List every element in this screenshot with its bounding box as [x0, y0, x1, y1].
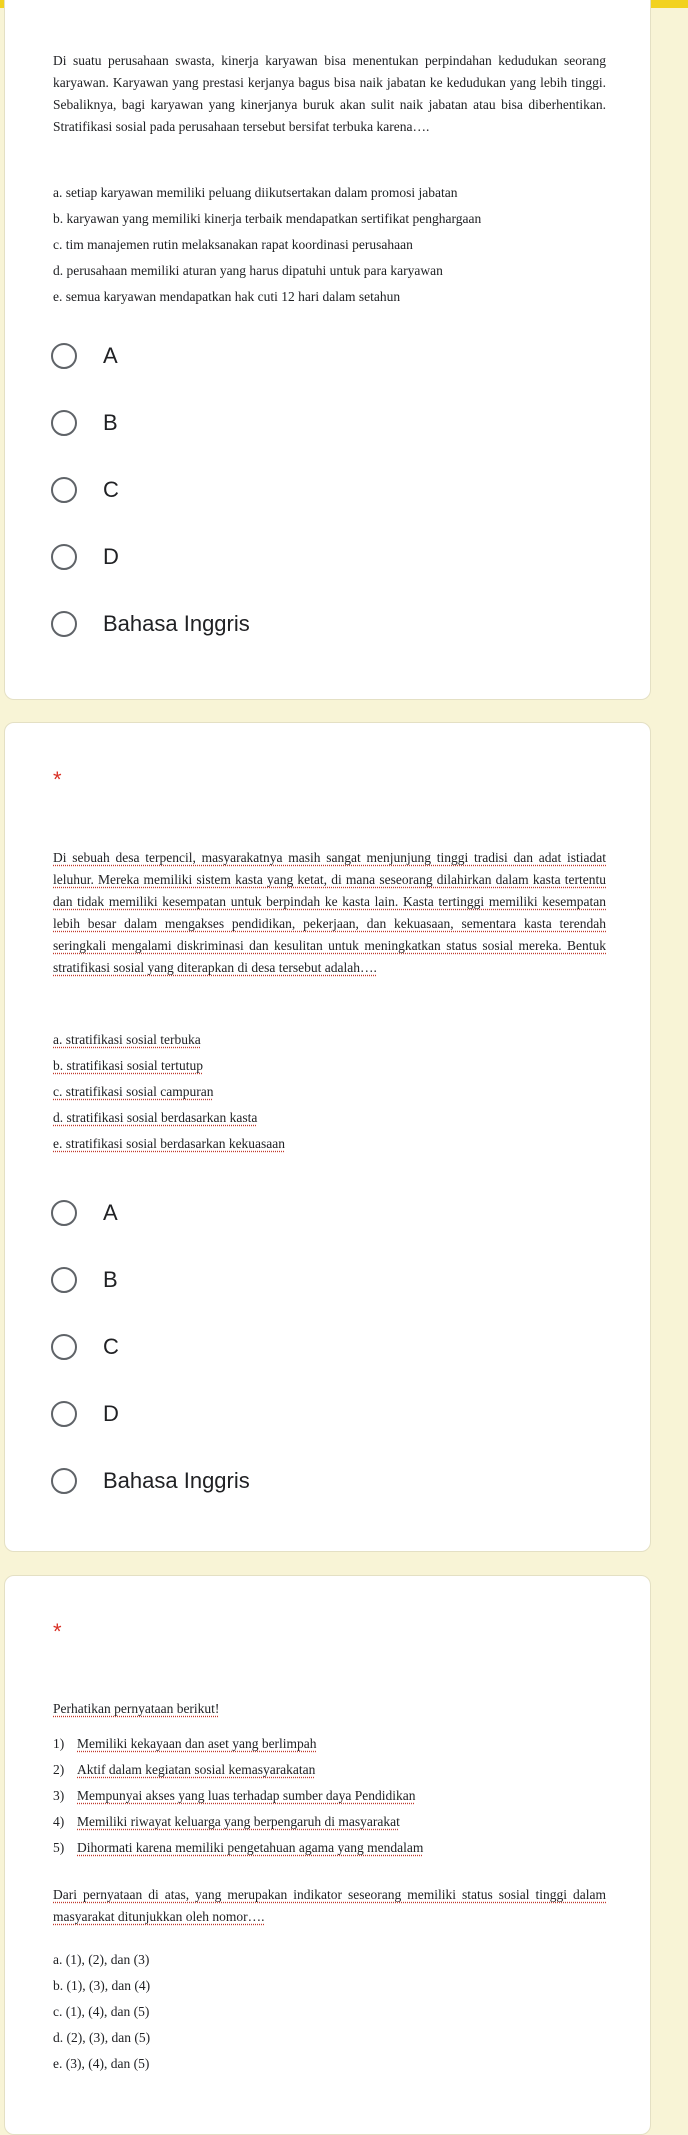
question-2-choice-a[interactable] — [51, 1179, 250, 1246]
statement-text: Aktif dalam kegiatan sosial kemasyarakatan — [77, 1762, 316, 1777]
radio-button[interactable] — [51, 1401, 77, 1427]
statement-number: 5) — [53, 1840, 65, 1855]
question-2-choice-e[interactable] — [51, 1447, 250, 1514]
statement-item — [53, 1757, 423, 1783]
statement-number: 1) — [53, 1736, 65, 1751]
question-3-option-a: a. (1), (2), dan (3) — [53, 1952, 150, 1967]
question-3-option-d: d. (2), (3), dan (5) — [53, 2030, 151, 2045]
question-3-option-b: b. (1), (3), dan (4) — [53, 1978, 151, 1993]
question-1-choice-d[interactable] — [51, 523, 250, 590]
statement-text: Dihormati karena memiliki pengetahuan agama yang mendalam — [77, 1840, 424, 1855]
question-3-option-e: e. (3), (4), dan (5) — [53, 2056, 150, 2071]
question-2-option-b: b. stratifikasi sosial tertutup — [53, 1058, 203, 1073]
choice-label: D — [103, 1400, 119, 1426]
radio-button[interactable] — [51, 611, 77, 637]
question-2-answer-list — [53, 1027, 285, 1157]
question-1-option-e: e. semua karyawan mendapatkan hak cuti 12 hari dalam setahun — [53, 289, 401, 304]
question-1-choice-e[interactable] — [51, 590, 250, 657]
radio-button[interactable] — [51, 544, 77, 570]
radio-button[interactable] — [51, 1200, 77, 1226]
question-3-answer-list — [53, 1947, 150, 2077]
choice-label: B — [103, 1266, 118, 1292]
question-card-2 — [4, 722, 651, 1552]
question-1-radio-group — [51, 322, 250, 657]
question-3-option-c: c. (1), (4), dan (5) — [53, 2004, 150, 2019]
question-card-1 — [4, 0, 651, 700]
statement-text: Memiliki riwayat keluarga yang berpengaruh di masyarakat — [77, 1814, 400, 1829]
statement-text: Mempunyai akses yang luas terhadap sumber daya Pendidikan — [77, 1788, 416, 1803]
choice-label: B — [103, 409, 118, 435]
question-3-intro: Perhatikan pernyataan berikut! — [53, 1701, 220, 1716]
question-1-option-b: b. karyawan yang memiliki kinerja terbaik mendapatkan sertifikat penghargaan — [53, 211, 482, 226]
question-2-radio-group — [51, 1179, 250, 1514]
question-1-choice-c[interactable] — [51, 456, 250, 523]
statement-item — [53, 1835, 423, 1861]
required-asterisk: * — [53, 1619, 62, 1644]
radio-button[interactable] — [51, 1334, 77, 1360]
statement-number: 4) — [53, 1814, 65, 1829]
question-2-option-d: d. stratifikasi sosial berdasarkan kasta — [53, 1110, 258, 1125]
radio-button[interactable] — [51, 410, 77, 436]
question-2-choice-b[interactable] — [51, 1246, 250, 1313]
statement-item — [53, 1809, 423, 1835]
question-1-text: Di suatu perusahaan swasta, kinerja karyawan bisa menentukan perpindahan kedudukan seorang karyawan. Karyawan yang prestasi kerjanya bagus bisa naik jabatan ke kedudukan yang lebih tinggi. Sebaliknya, bagi karyawan yang kinerjanya buruk akan sulit naik jabatan atau bisa diberhentikan. Stratifikasi sosial pada perusahaan tersebut bersifat terbuka karena…. — [53, 53, 606, 134]
statement-number: 3) — [53, 1788, 65, 1803]
statement-item — [53, 1783, 423, 1809]
choice-label: C — [103, 476, 119, 502]
choice-label: D — [103, 543, 119, 569]
statement-item — [53, 1731, 423, 1757]
question-3-statement-list — [53, 1731, 423, 1861]
choice-label: A — [103, 342, 118, 368]
question-2-option-e: e. stratifikasi sosial berdasarkan kekuasaan — [53, 1136, 286, 1151]
required-asterisk: * — [53, 767, 62, 792]
choice-label: Bahasa Inggris — [103, 1467, 250, 1493]
statement-text: Memiliki kekayaan dan aset yang berlimpah — [77, 1736, 317, 1751]
radio-button[interactable] — [51, 1468, 77, 1494]
question-card-3 — [4, 1575, 651, 2135]
radio-button[interactable] — [51, 343, 77, 369]
question-2-choice-d[interactable] — [51, 1380, 250, 1447]
question-2-option-a: a. stratifikasi sosial terbuka — [53, 1032, 201, 1047]
question-2-choice-c[interactable] — [51, 1313, 250, 1380]
question-1-choice-b[interactable] — [51, 389, 250, 456]
choice-label: A — [103, 1199, 118, 1225]
question-1-option-d: d. perusahaan memiliki aturan yang harus dipatuhi untuk para karyawan — [53, 263, 443, 278]
statement-number: 2) — [53, 1762, 65, 1777]
question-1-option-a: a. setiap karyawan memiliki peluang diikutsertakan dalam promosi jabatan — [53, 185, 458, 200]
radio-button[interactable] — [51, 477, 77, 503]
question-2-option-c: c. stratifikasi sosial campuran — [53, 1084, 214, 1099]
choice-label: Bahasa Inggris — [103, 610, 250, 636]
radio-button[interactable] — [51, 1267, 77, 1293]
question-1-choice-a[interactable] — [51, 322, 250, 389]
question-1-answer-list — [53, 180, 481, 310]
choice-label: C — [103, 1333, 119, 1359]
question-3-text: Dari pernyataan di atas, yang merupakan indikator seseorang memiliki status sosial tinggi dalam masyarakat ditunjukkan oleh nomor…. — [53, 1887, 606, 1924]
question-2-text: Di sebuah desa terpencil, masyarakatnya masih sangat menjunjung tinggi tradisi dan adat istiadat leluhur. Mereka memiliki sistem kasta yang ketat, di mana seseorang dilahirkan dalam kasta tertentu dan tidak memiliki kesempatan untuk berpindah ke kasta lain. Kasta tertinggi memiliki kesempatan lebih besar dalam mengakses pendidikan, pekerjaan, dan kekuasaan, sementara kasta terendah seringkali mengalami diskriminasi dan kesulitan untuk meningkatkan status sosial mereka. Bentuk stratifikasi sosial yang diterapkan di desa tersebut adalah…. — [53, 850, 606, 975]
question-1-option-c: c. tim manajemen rutin melaksanakan rapat koordinasi perusahaan — [53, 237, 413, 252]
